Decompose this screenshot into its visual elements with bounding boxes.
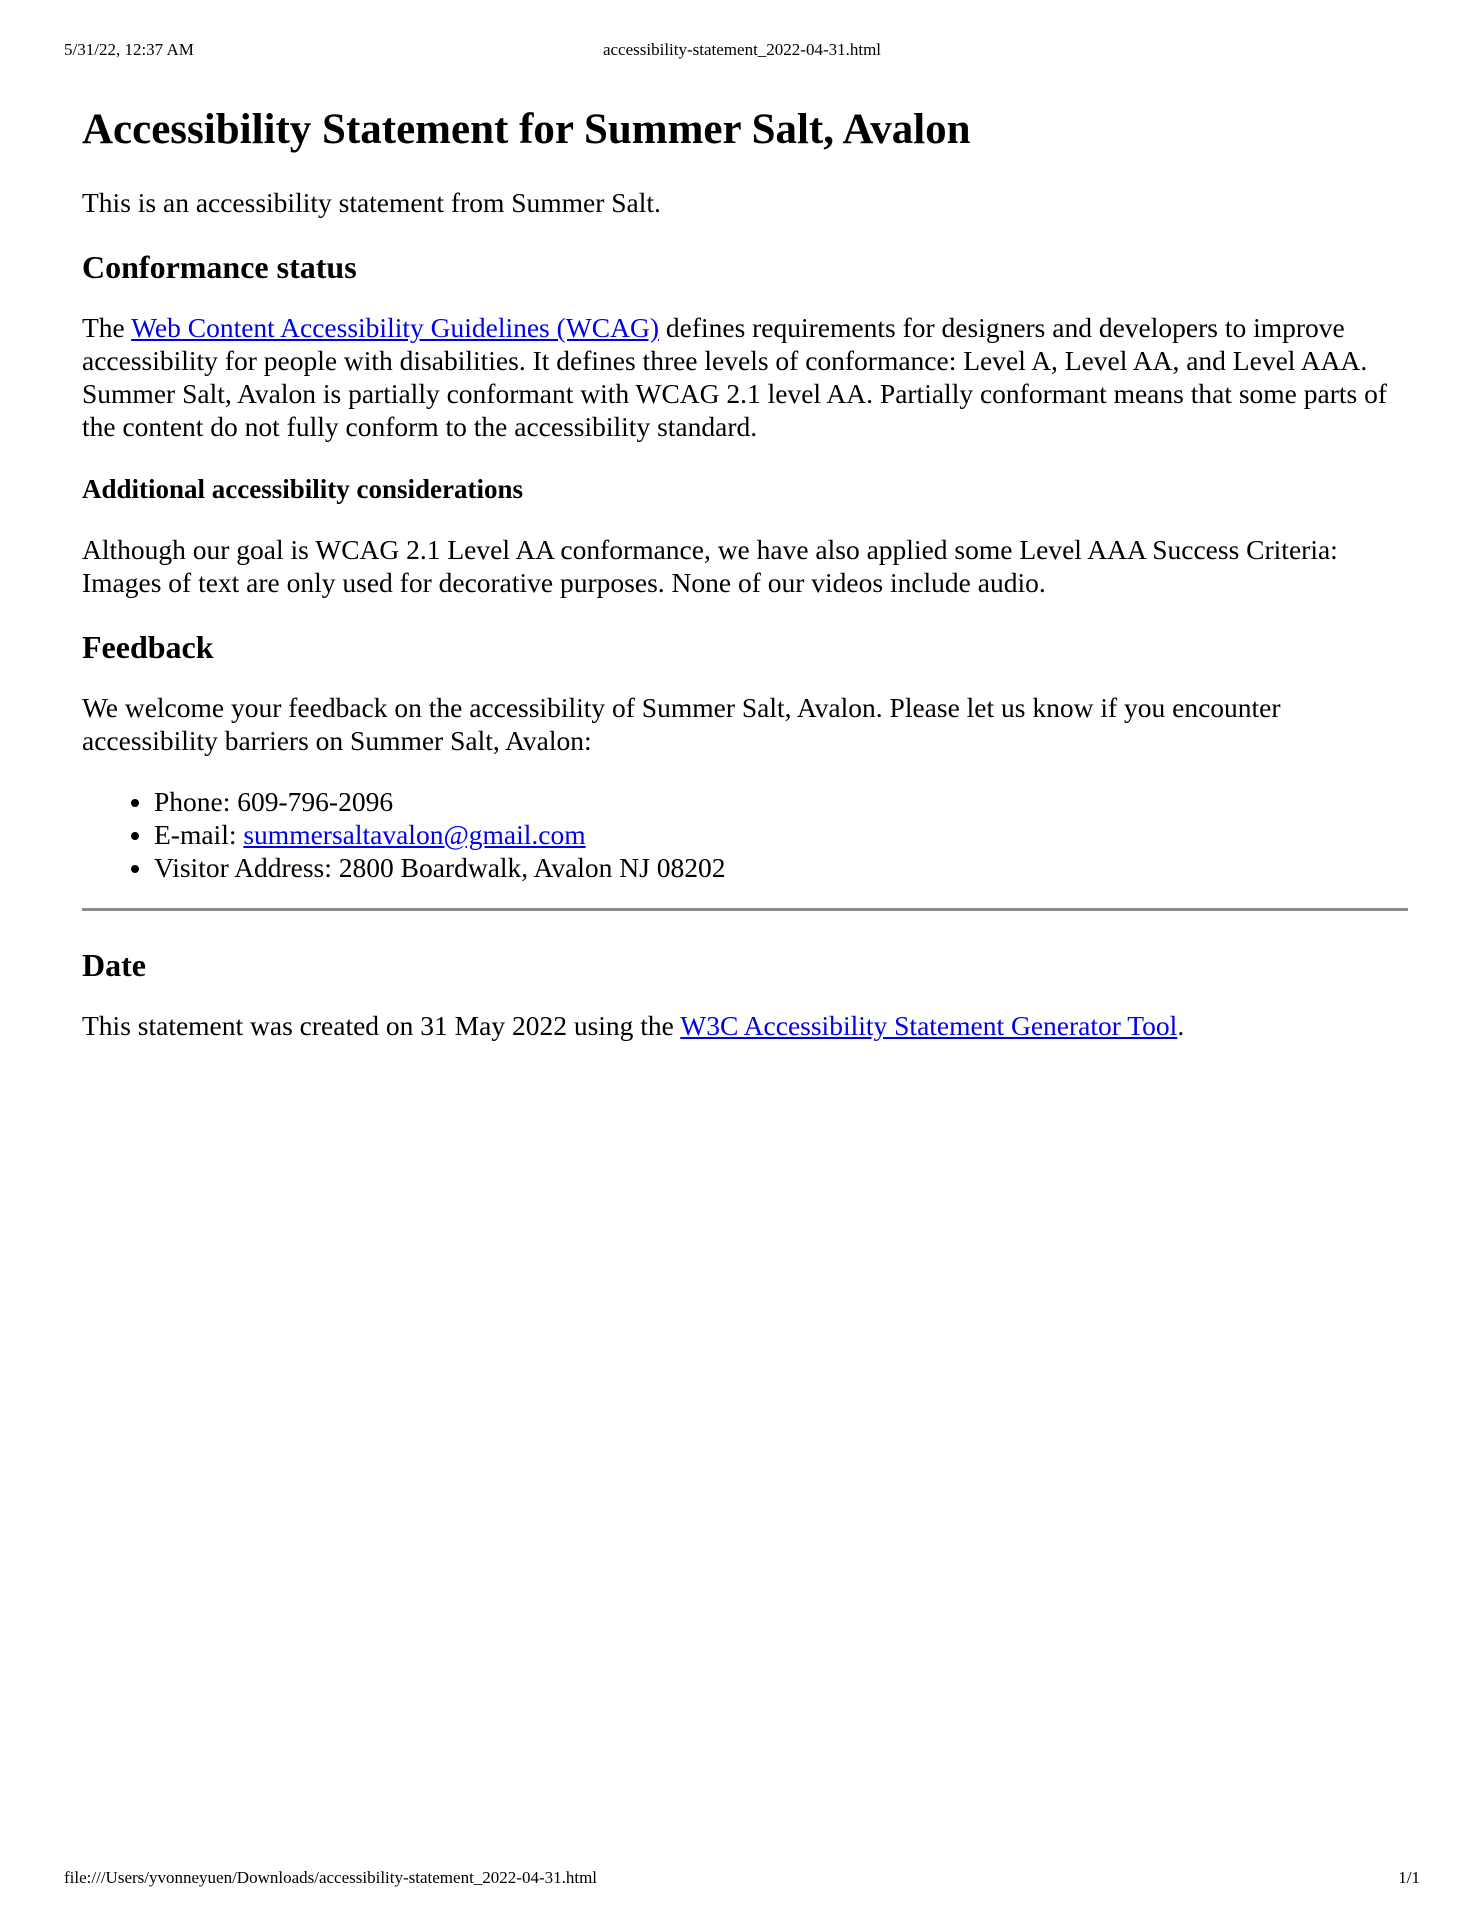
- conformance-text-end: defines requirements for designers and developers to improve accessibility for people with disabilities. It defines three levels of conformance: Level A, Level AA, and Level AAA. Summer Salt, Avalon is partially conformant with WCAG 2.1 level AA. Partially conformant means that some parts of the content do not fully conform to the accessibility standard.: [82, 312, 1387, 442]
- generator-tool-link[interactable]: W3C Accessibility Statement Generator Tool: [680, 1010, 1178, 1041]
- address-value: 2800 Boardwalk, Avalon NJ 08202: [338, 852, 726, 883]
- feedback-paragraph: We welcome your feedback on the accessibility of Summer Salt, Avalon. Please let us know if you encounter accessibility barriers on Summer Salt, Avalon:: [82, 692, 1281, 756]
- contact-address: [154, 851, 1408, 884]
- phone-value: 609-796-2096: [237, 786, 394, 817]
- wcag-link[interactable]: Web Content Accessibility Guidelines (WCAG): [131, 312, 659, 343]
- date-section: [82, 945, 1408, 1042]
- additional-section: [82, 471, 1408, 599]
- conformance-section: [82, 247, 1408, 443]
- contact-email: [154, 818, 1408, 851]
- email-label: E-mail:: [154, 819, 244, 850]
- conformance-text-start: The: [82, 312, 132, 343]
- address-label: Visitor Address:: [154, 852, 339, 883]
- print-page-count: 1/1: [1398, 1868, 1420, 1887]
- intro-paragraph: This is an accessibility statement from Summer Salt.: [82, 187, 661, 218]
- section-divider: [82, 908, 1408, 911]
- conformance-paragraph: [82, 311, 1408, 443]
- feedback-heading: Feedback: [82, 629, 214, 665]
- additional-heading: Additional accessibility considerations: [82, 474, 524, 504]
- email-link[interactable]: summersaltavalon@gmail.com: [243, 819, 586, 850]
- date-heading: Date: [82, 947, 146, 983]
- conformance-heading: Conformance status: [82, 249, 357, 285]
- page-title: Accessibility Statement for Summer Salt, Avalon: [82, 106, 971, 153]
- feedback-section: [82, 627, 1408, 884]
- print-header: [64, 38, 1420, 62]
- contact-phone: [154, 785, 1408, 818]
- phone-label: Phone:: [154, 786, 238, 817]
- main-content: [82, 100, 1408, 1070]
- contact-list: [82, 785, 1408, 884]
- print-file-url: file:///Users/yvonneyuen/Downloads/accessibility-statement_2022-04-31.html: [64, 1868, 598, 1887]
- print-footer: [64, 1866, 1420, 1890]
- date-text-end: .: [1177, 1010, 1185, 1041]
- print-datetime: 5/31/22, 12:37 AM: [64, 40, 194, 59]
- date-paragraph: [82, 1009, 1408, 1042]
- additional-paragraph: Although our goal is WCAG 2.1 Level AA conformance, we have also applied some Level AAA Success Criteria: Images of text are only used for decorative purposes. None of our videos include audio.: [82, 534, 1338, 598]
- print-doc-title: accessibility-statement_2022-04-31.html: [602, 40, 882, 59]
- date-text-start: This statement was created on 31 May 2022 using the: [82, 1010, 681, 1041]
